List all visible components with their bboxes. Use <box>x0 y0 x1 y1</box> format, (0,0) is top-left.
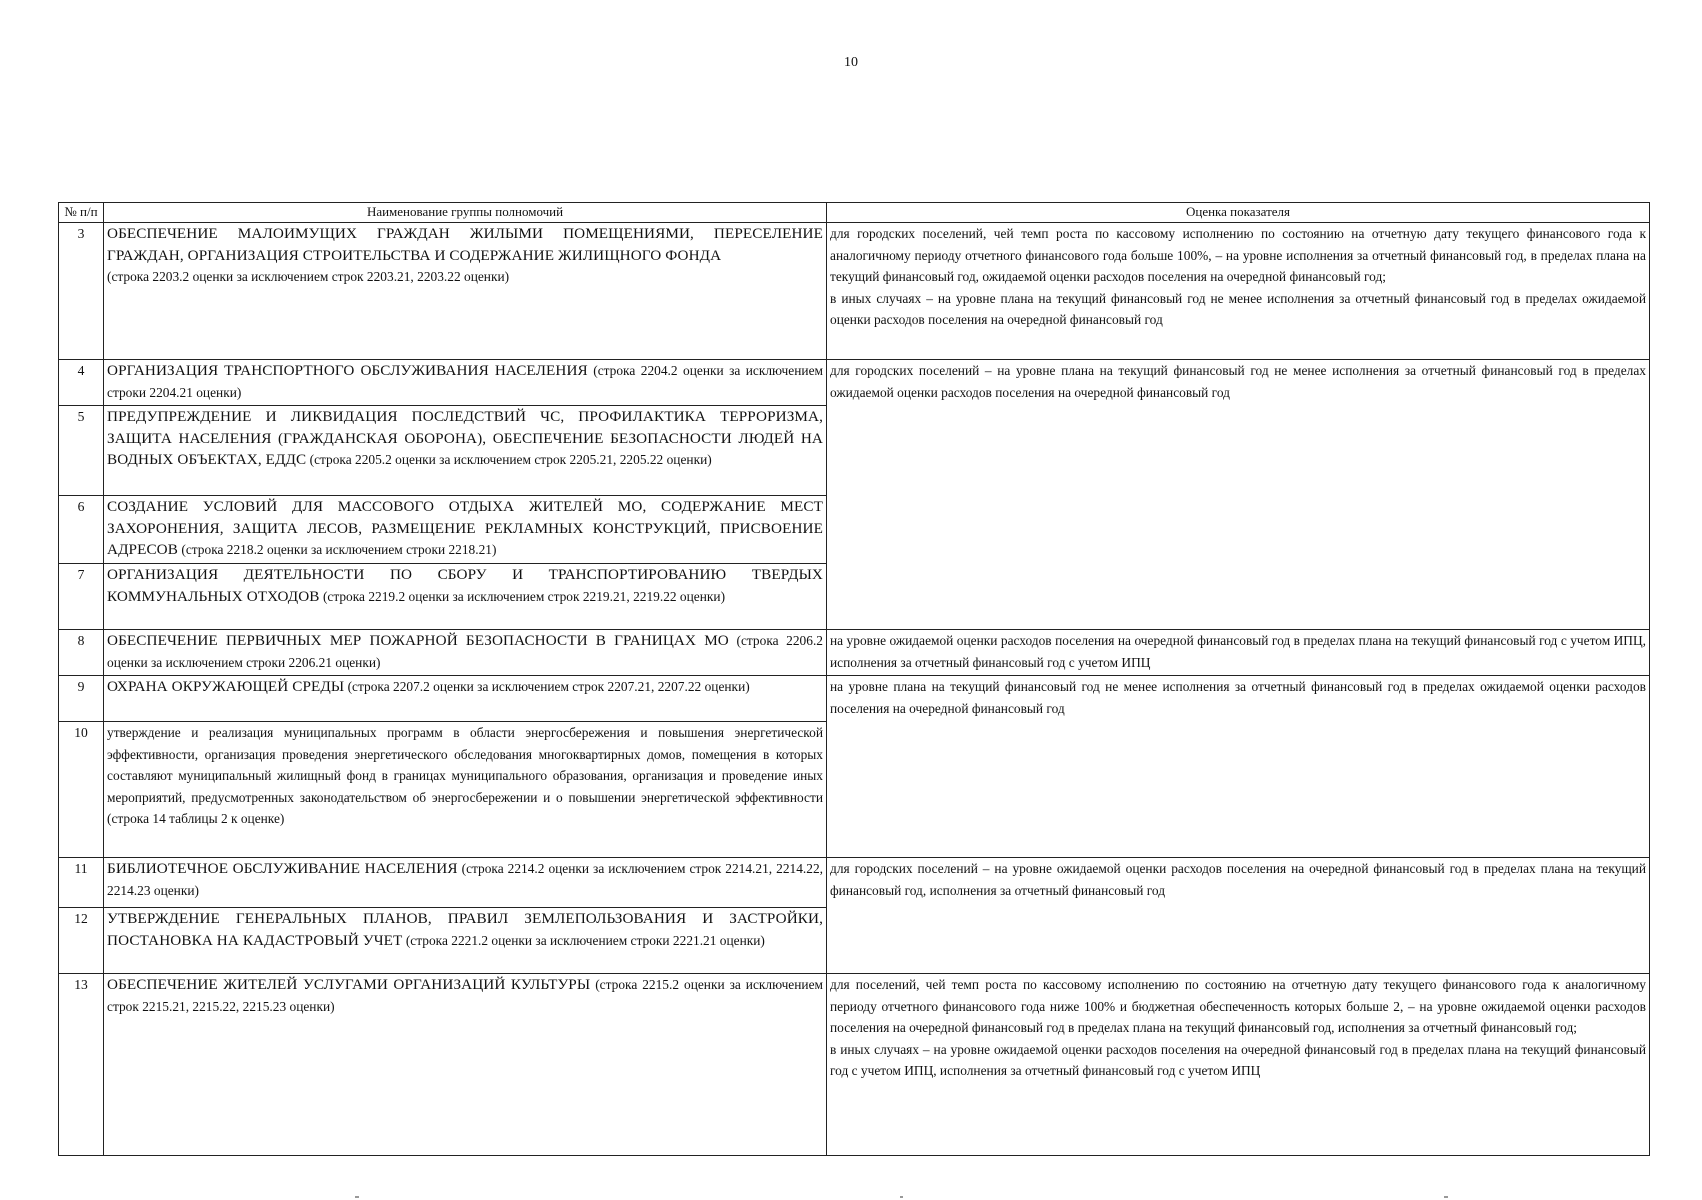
evaluation-cell <box>827 360 1650 630</box>
table-row <box>59 858 1650 908</box>
authority-group-title: ПРЕДУПРЕЖДЕНИЕ И ЛИКВИДАЦИЯ ПОСЛЕДСТВИЙ ЧС, ПРОФИЛАКТИКА ТЕРРОРИЗМА, ЗАЩИТА НАСЕЛЕНИЯ (ГРАЖДАНСКАЯ ОБОРОНА), ОБЕСПЕЧЕНИЕ БЕЗОПАСНОСТИ ЛЮДЕЙ НА ВОДНЫХ ОБЪЕКТАХ, ЕДДС <box>107 408 823 468</box>
authority-group-note: (строка 2205.2 оценки за исключением строк 2205.21, 2205.22 оценки) <box>309 452 712 467</box>
evaluation-text: на уровне ожидаемой оценки расходов поселения на очередной финансовый год в пределах плана на текущий финансовый год с учетом ИПЦ, исполнения за отчетный финансовый год с учетом ИПЦ <box>830 633 1646 670</box>
table-row <box>59 223 1650 360</box>
row-number: 5 <box>59 406 104 496</box>
authority-group-title: ОБЕСПЕЧЕНИЕ МАЛОИМУЩИХ ГРАЖДАН ЖИЛЫМИ ПОМЕЩЕНИЯМИ, ПЕРЕСЕЛЕНИЕ ГРАЖДАН, ОРГАНИЗАЦИЯ СТРОИТЕЛЬСТВА И СОДЕРЖАНИЕ ЖИЛИЩНОГО ФОНДА <box>107 225 823 264</box>
authority-group-cell <box>104 908 827 974</box>
authority-evaluation-table <box>58 202 1650 1156</box>
table-row <box>59 630 1650 676</box>
authority-group-title: ОРГАНИЗАЦИЯ ТРАНСПОРТНОГО ОБСЛУЖИВАНИЯ НАСЕЛЕНИЯ <box>107 362 588 379</box>
table-row <box>59 360 1650 406</box>
evaluation-cell <box>827 676 1650 858</box>
authority-group-note: (строка 2221.2 оценки за исключением строки 2221.21 оценки) <box>405 932 765 948</box>
page-number: 10 <box>844 55 858 70</box>
evaluation-cell <box>827 974 1650 1156</box>
evaluation-text: для городских поселений – на уровне плана на текущий финансовый год не менее исполнения за отчетный финансовый год в пределах ожидаемой оценки расходов поселения на очередной финансовый год <box>830 363 1646 400</box>
authority-group-cell <box>104 564 827 630</box>
authority-group-note: (строка 2207.2 оценки за исключением строк 2207.21, 2207.22 оценки) <box>347 679 750 694</box>
authority-group-note: (строка 2214.2 оценки за исключением строк 2214.21, 2214.22, 2214.23 оценки) <box>107 861 823 898</box>
scan-mark <box>900 1196 903 1198</box>
evaluation-text: на уровне плана на текущий финансовый год не менее исполнения за отчетный финансовый год в пределах ожидаемой оценки расходов поселения на очередной финансовый год <box>830 679 1646 716</box>
authority-group-cell <box>104 223 827 360</box>
authority-group-note: (строка 2219.2 оценки за исключением строк 2219.21, 2219.22 оценки) <box>322 588 726 604</box>
row-number: 7 <box>59 564 104 630</box>
authority-group-title: СОЗДАНИЕ УСЛОВИЙ ДЛЯ МАССОВОГО ОТДЫХА ЖИТЕЛЕЙ МО, СОДЕРЖАНИЕ МЕСТ ЗАХОРОНЕНИЯ, ЗАЩИТА ЛЕСОВ, РАЗМЕЩЕНИЕ РЕКЛАМНЫХ КОНСТРУКЦИЙ, ПРИСВОЕНИЕ АДРЕСОВ <box>107 498 823 558</box>
authority-group-note: (строка 2218.2 оценки за исключением строки 2218.21) <box>181 542 497 557</box>
authority-group-cell <box>104 360 827 406</box>
row-number: 9 <box>59 676 104 722</box>
header-eval: Оценка показателя <box>827 203 1650 223</box>
row-number: 11 <box>59 858 104 908</box>
authority-group-title: ОБЕСПЕЧЕНИЕ ПЕРВИЧНЫХ МЕР ПОЖАРНОЙ БЕЗОПАСНОСТИ В ГРАНИЦАХ МО <box>107 632 729 649</box>
authority-group-cell <box>104 406 827 496</box>
authority-group-note: утверждение и реализация муниципальных программ в области энергосбережения и повышения энергетической эффективности, организация проведения энергетического обследования многоквартирных домов, помещения в которых составляют муниципальный жилищный фонд в границах муниципального образования, организация и проведение иных мероприятий, предусмотренных законодательством об энергосбережении и о повышении энергетической эффективности (строка 14 таблицы 2 к оценке) <box>107 725 823 826</box>
authority-group-cell <box>104 630 827 676</box>
authority-group-title: ОБЕСПЕЧЕНИЕ ЖИТЕЛЕЙ УСЛУГАМИ ОРГАНИЗАЦИЙ КУЛЬТУРЫ <box>107 976 591 993</box>
scan-mark <box>1444 1196 1448 1198</box>
row-number: 8 <box>59 630 104 676</box>
authority-group-cell <box>104 722 827 858</box>
authority-group-note: (строка 2204.2 оценки за исключением строки 2204.21 оценки) <box>107 363 823 400</box>
authority-group-title: БИБЛИОТЕЧНОЕ ОБСЛУЖИВАНИЕ НАСЕЛЕНИЯ <box>107 860 458 877</box>
authority-group-title: ОХРАНА ОКРУЖАЮЩЕЙ СРЕДЫ <box>107 678 345 695</box>
authority-group-cell <box>104 496 827 564</box>
header-name: Наименование группы полномочий <box>104 203 827 223</box>
authority-group-title: УТВЕРЖДЕНИЕ ГЕНЕРАЛЬНЫХ ПЛАНОВ, ПРАВИЛ ЗЕМЛЕПОЛЬЗОВАНИЯ И ЗАСТРОЙКИ, ПОСТАНОВКА НА КАДАСТРОВЫЙ УЧЕТ <box>107 910 823 949</box>
scan-mark <box>355 1196 359 1198</box>
authority-group-note: (строка 2215.2 оценки за исключением строк 2215.21, 2215.22, 2215.23 оценки) <box>107 977 823 1014</box>
authority-group-note: (строка 2206.2 оценки за исключением строки 2206.21 оценки) <box>107 633 823 670</box>
evaluation-text: для поселений, чей темп роста по кассовому исполнению по состоянию на отчетную дату текущего финансового года к аналогичному периоду отчетного финансового года ниже 100% и бюджетная обеспеченность которых больше 2, – на уровне ожидаемой оценки расходов поселения на очередной финансовый год в пределах плана на текущий финансовый год, исполнения за отчетный финансовый год; в иных случаях – на уровне ожидаемой оценки расходов поселения на очередной финансовый год в пределах плана на текущий финансовый год с учетом ИПЦ, исполнения за отчетный финансовый год с учетом ИПЦ <box>830 977 1646 1078</box>
row-number: 13 <box>59 974 104 1156</box>
row-number: 3 <box>59 223 104 360</box>
row-number: 10 <box>59 722 104 858</box>
authority-group-title: ОРГАНИЗАЦИЯ ДЕЯТЕЛЬНОСТИ ПО СБОРУ И ТРАНСПОРТИРОВАНИЮ ТВЕРДЫХ КОММУНАЛЬНЫХ ОТХОДОВ <box>107 566 823 605</box>
evaluation-text: для городских поселений, чей темп роста по кассовому исполнению по состоянию на отчетную дату текущего финансового года к аналогичному периоду отчетного финансового года больше 100%, – на уровне исполнения за отчетный финансовый год, в пределах плана на текущий финансовый год, ожидаемой оценки расходов поселения на очередной финансовый год; в иных случаях – на уровне плана на текущий финансовый год не менее исполнения за отчетный финансовый год в пределах ожидаемой оценки расходов поселения на очередной финансовый год <box>830 226 1646 327</box>
table-row <box>59 676 1650 722</box>
evaluation-cell <box>827 858 1650 974</box>
row-number: 4 <box>59 360 104 406</box>
authority-group-cell <box>104 676 827 722</box>
authority-group-note: (строка 2203.2 оценки за исключением строк 2203.21, 2203.22 оценки) <box>107 269 510 284</box>
table-row <box>59 974 1650 1156</box>
row-number: 6 <box>59 496 104 564</box>
evaluation-cell <box>827 630 1650 676</box>
row-number: 12 <box>59 908 104 974</box>
evaluation-text: для городских поселений – на уровне ожидаемой оценки расходов поселения на очередной финансовый год в пределах плана на текущий финансовый год, исполнения за отчетный финансовый год <box>830 861 1646 898</box>
table-header-row <box>59 203 1650 223</box>
evaluation-cell <box>827 223 1650 360</box>
header-num: № п/п <box>59 203 104 223</box>
authority-group-cell <box>104 974 827 1156</box>
authority-group-cell <box>104 858 827 908</box>
